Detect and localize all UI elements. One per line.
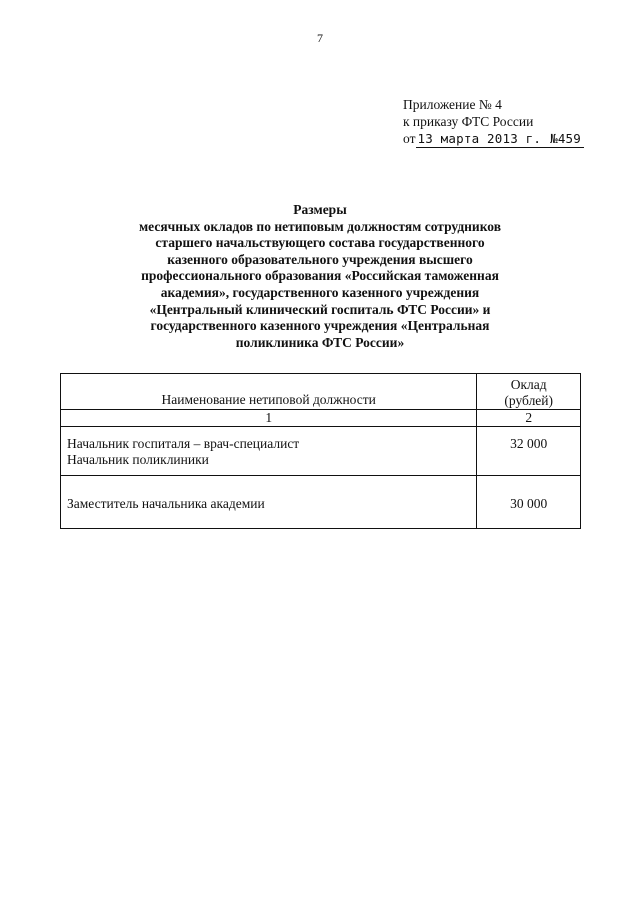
title-line: профессионального образования «Российская таможенная: [141, 268, 499, 284]
appendix-title: Приложение № 4: [403, 97, 502, 112]
position-name: Заместитель начальника академии: [67, 496, 265, 511]
column-number: 1: [61, 410, 477, 427]
header-salary: [477, 374, 581, 410]
title-line: академия», государственного казенного учреждения: [160, 284, 480, 300]
salary-value: 32 000: [510, 436, 548, 451]
salary-table: [60, 373, 581, 529]
title-line: «Центральный клинический госпиталь ФТС России» и: [149, 301, 491, 317]
appendix-date-line: [403, 130, 613, 148]
title-heading: Размеры: [293, 202, 347, 217]
salary-cell: [477, 427, 581, 476]
date-value: 13 марта 2013 г.: [417, 131, 542, 146]
document-title: [90, 202, 550, 351]
header-salary-unit: (рублей): [504, 393, 554, 408]
title-line: государственного казенного учреждения «Центральная: [150, 318, 490, 334]
title-line: старшего начальствующего состава государственного: [155, 235, 485, 251]
appendix-block: [403, 96, 613, 148]
salary-value: 30 000: [510, 496, 548, 511]
position-cell: [61, 476, 477, 529]
position-name: Начальник поликлиники: [67, 452, 209, 467]
header-salary-label: Оклад: [510, 377, 547, 392]
title-line: месячных окладов по нетиповым должностям сотрудников: [138, 218, 502, 234]
title-line: поликлиника ФТС России»: [235, 334, 405, 350]
table-row: [61, 427, 581, 476]
appendix-order-ref: к приказу ФТС России: [403, 114, 534, 129]
header-position-name: Наименование нетиповой должности: [61, 374, 477, 410]
table-header-row: [61, 374, 581, 410]
table-row: [61, 476, 581, 529]
position-name: Начальник госпиталя – врач-специалист: [67, 436, 300, 451]
date-prefix: от: [403, 131, 416, 146]
date-field: [416, 130, 584, 148]
position-cell: [61, 427, 477, 476]
salary-cell: [477, 476, 581, 529]
order-number: №459: [550, 131, 582, 146]
column-number-row: [61, 410, 581, 427]
title-line: казенного образовательного учреждения высшего: [167, 251, 473, 267]
page-number: 7: [317, 31, 323, 45]
column-number: 2: [477, 410, 581, 427]
